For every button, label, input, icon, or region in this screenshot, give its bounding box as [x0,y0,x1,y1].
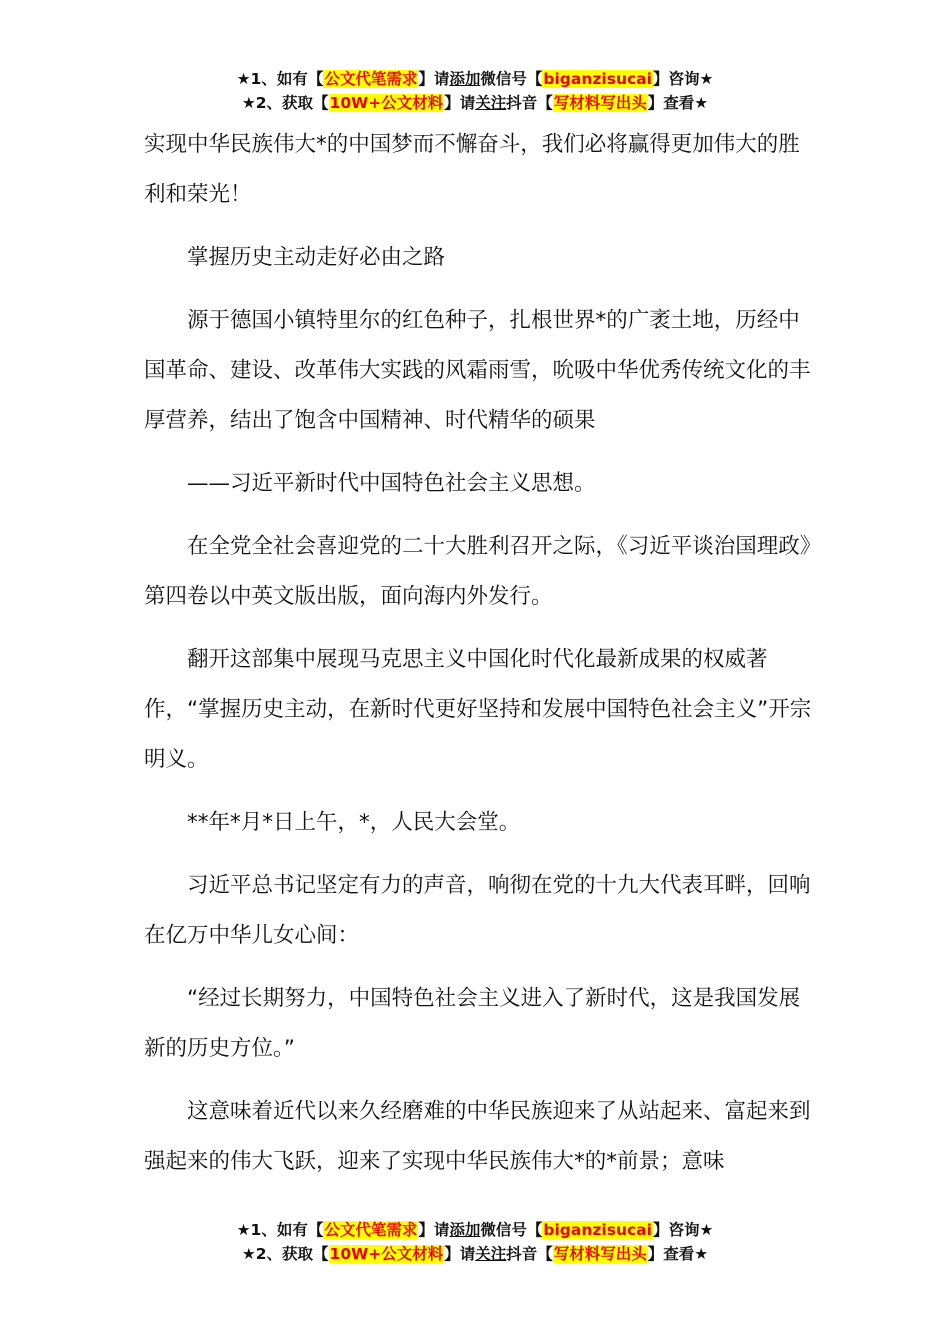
footer-banner [0,1218,950,1266]
highlight-wechat-id: biganzisucai [543,70,652,88]
star-icon: ★ [236,70,251,88]
header-banner [0,67,950,115]
paragraph: “经过长期努力，中国特色社会主义进入了新时代，这是我国发展新的历史方位。” [144,986,801,1061]
banner-text: 微信号【 [480,70,543,88]
banner-line-1 [0,1218,950,1242]
paragraph: 翻开这部集中展现马克思主义中国化时代化最新成果的权威著作，“掌握历史主动，在新时代更好坚持和发展中国特色社会主义”开宗明义。 [144,647,812,772]
banner-text: 1、如有【 [250,70,324,88]
highlight-service: 公文代笔需求 [324,1221,418,1239]
banner-text: 2、获取【 [255,1245,329,1263]
banner-text: 1、如有【 [250,1221,324,1239]
star-icon: ★ [241,94,256,112]
banner-text: 】请 [444,1245,476,1263]
banner-text: 】请 [418,1221,450,1239]
star-icon: ★ [236,1221,251,1239]
underlined-text: 关注 [475,1245,507,1263]
banner-text: 】请 [418,70,450,88]
underlined-text: 关注 [475,94,507,112]
paragraph: 源于德国小镇特里尔的红色种子，扎根世界*的广袤土地，历经中国革命、建设、改革伟大实践的风霜雨雪，吮吸中华优秀传统文化的丰厚营养，结出了饱含中国精神、时代精华的硕果 [144,308,811,433]
document-body [144,120,814,1187]
banner-text: 抖音【 [506,1245,553,1263]
paragraph: 在全党全社会喜迎党的二十大胜利召开之际，《习近平谈治国理政》第四卷以中英文版出版，面向海内外发行。 [144,534,811,609]
highlight-douyin: 写材料写出头 [553,1245,647,1263]
highlight-materials: 10W+公文材料 [329,94,444,112]
banner-text: 2、获取【 [255,94,329,112]
banner-line-1 [0,67,950,91]
banner-text: 】咨询★ [652,1221,714,1239]
highlight-wechat-id: biganzisucai [543,1221,652,1239]
highlight-service: 公文代笔需求 [324,70,418,88]
banner-text: 】请 [444,94,476,112]
banner-line-2 [0,1242,950,1266]
highlight-douyin: 写材料写出头 [553,94,647,112]
banner-text: 】查看★ [647,94,709,112]
banner-line-2 [0,91,950,115]
star-icon: ★ [241,1245,256,1263]
underlined-text: 添加 [449,1221,481,1239]
paragraph: ——习近平新时代中国特色社会主义思想。 [187,471,596,496]
banner-text: 抖音【 [506,94,553,112]
paragraph: **年*月*日上午，*，人民大会堂。 [187,810,521,835]
section-heading: 掌握历史主动走好必由之路 [187,245,446,270]
paragraph: 习近平总书记坚定有力的声音，响彻在党的十九大代表耳畔，回响在亿万中华儿女心间： [144,873,811,948]
banner-text: 微信号【 [480,1221,543,1239]
banner-text: 】查看★ [647,1245,709,1263]
paragraph: 这意味着近代以来久经磨难的中华民族迎来了从站起来、富起来到强起来的伟大飞跃，迎来了实现中华民族伟大*的*前景；意味 [144,1099,811,1174]
paragraph: 实现中华民族伟大*的中国梦而不懈奋斗，我们必将赢得更加伟大的胜利和荣光！ [144,132,800,207]
banner-text: 】咨询★ [652,70,714,88]
highlight-materials: 10W+公文材料 [329,1245,444,1263]
underlined-text: 添加 [449,70,481,88]
